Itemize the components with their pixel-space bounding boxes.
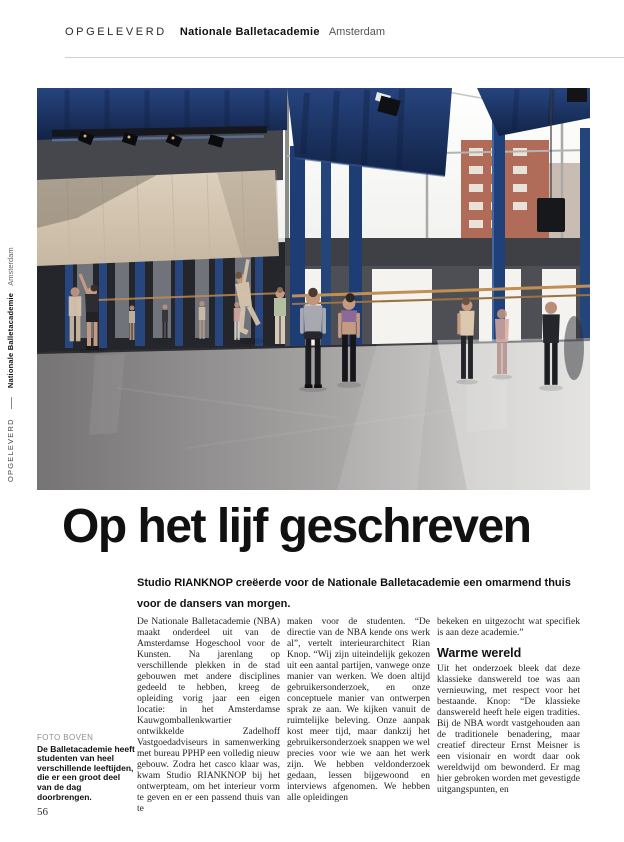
studio-floor bbox=[37, 338, 590, 490]
body-paragraph: bekeken en uitgezocht wat specifiek is aan deze academie.” bbox=[437, 617, 580, 638]
header-location: Amsterdam bbox=[328, 26, 386, 38]
article-headline: Op het lijf geschreven bbox=[62, 500, 531, 553]
spine-divider bbox=[11, 397, 12, 409]
spine-project-name: Nationale Balletacademie bbox=[6, 292, 15, 389]
caption-text: De Balletacademie heeft studenten van heel verschillende leeftijden, die er een groot deel van de dag doorbrengen. bbox=[37, 743, 135, 802]
header-project-name: Nationale Balletacademie bbox=[179, 26, 320, 38]
spine-credit bbox=[6, 247, 15, 482]
body-paragraph: Uit het onderzoek bleek dat deze klassieke danswereld toe was aan vernieuwing, met respect voor het bestaande. Knop: “De klassieke danswereld heeft hele eigen tradities. Bij de NBA wordt vastgehouden aan de traditionele benadering, maar creatief directeur Ernst Meisner is een visionair en wordt daar ook wereldwijd om bewonderd. Er mag hier gebroken worden met gevestigde uitgangspunten, en bbox=[437, 664, 580, 795]
spine-location: Amsterdam bbox=[6, 247, 15, 286]
page-header bbox=[65, 26, 385, 38]
studio-photo-art bbox=[37, 88, 590, 490]
body-column-1 bbox=[137, 617, 280, 815]
header-rule bbox=[65, 57, 624, 58]
page-number: 56 bbox=[37, 806, 48, 818]
studio-photo bbox=[37, 88, 590, 490]
cream-curtain bbox=[37, 126, 283, 266]
body-paragraph: De Nationale Balletacademie (NBA) maakt onderdeel uit van de Amsterdamse Hogeschool voor de Kunsten. Na jarenlang op verschillende plekken in de stad gebouwen met andere disciplines gedeeld te hebben, kreeg de opleiding vorig jaar een eigen locatie: in het Amsterdamse Kauwgomballenkwartier ontwikkelde Zadelhoff Vastgoedadviseurs in samenwerking met bureau PPHP een volledig nieuw gebouw. Zodra het casco klaar was, kwam Studio RIANKNOP bij het ontwerpteam, om het interieur vorm te geven en er een passend thuis van te bbox=[137, 617, 280, 814]
body-column-2 bbox=[287, 617, 430, 815]
spine-kicker: OPGELEVERD bbox=[6, 418, 15, 482]
article-body bbox=[137, 617, 580, 815]
body-paragraph: maken voor de studenten. “De directie van de NBA kende ons werk al”, vertelt interieurarchitect Rian Knop. “Wij zijn uiteindelijk gekozen uit een aantal partijen, vanwege onze manier van werken. We doen altijd gebruikersonderzoek, en onze conceptuele manier van ontwerpen sprak ze aan. We kijken vanuit de ruimtelijke beleving. Onze aanpak kost meer tijd, maar dankzij het gebruikersonderzoek snappen we wel precies voor wie we aan het werk zijn. We hebben veldonderzoek gedaan, lessen bijgewoond en interviews afgenomen. We hebben alle opleidingen bbox=[287, 617, 430, 803]
header-kicker: OPGELEVERD bbox=[65, 26, 167, 38]
body-column-3 bbox=[437, 617, 580, 815]
section-subhead: Warme wereld bbox=[437, 646, 522, 660]
photo-caption bbox=[37, 733, 136, 802]
article-intro: Studio RIANKNOP creëerde voor de Nationale Balletacademie een omarmend thuis voor de dansers van morgen. bbox=[137, 577, 571, 611]
caption-label: FOTO BOVEN bbox=[37, 733, 94, 742]
